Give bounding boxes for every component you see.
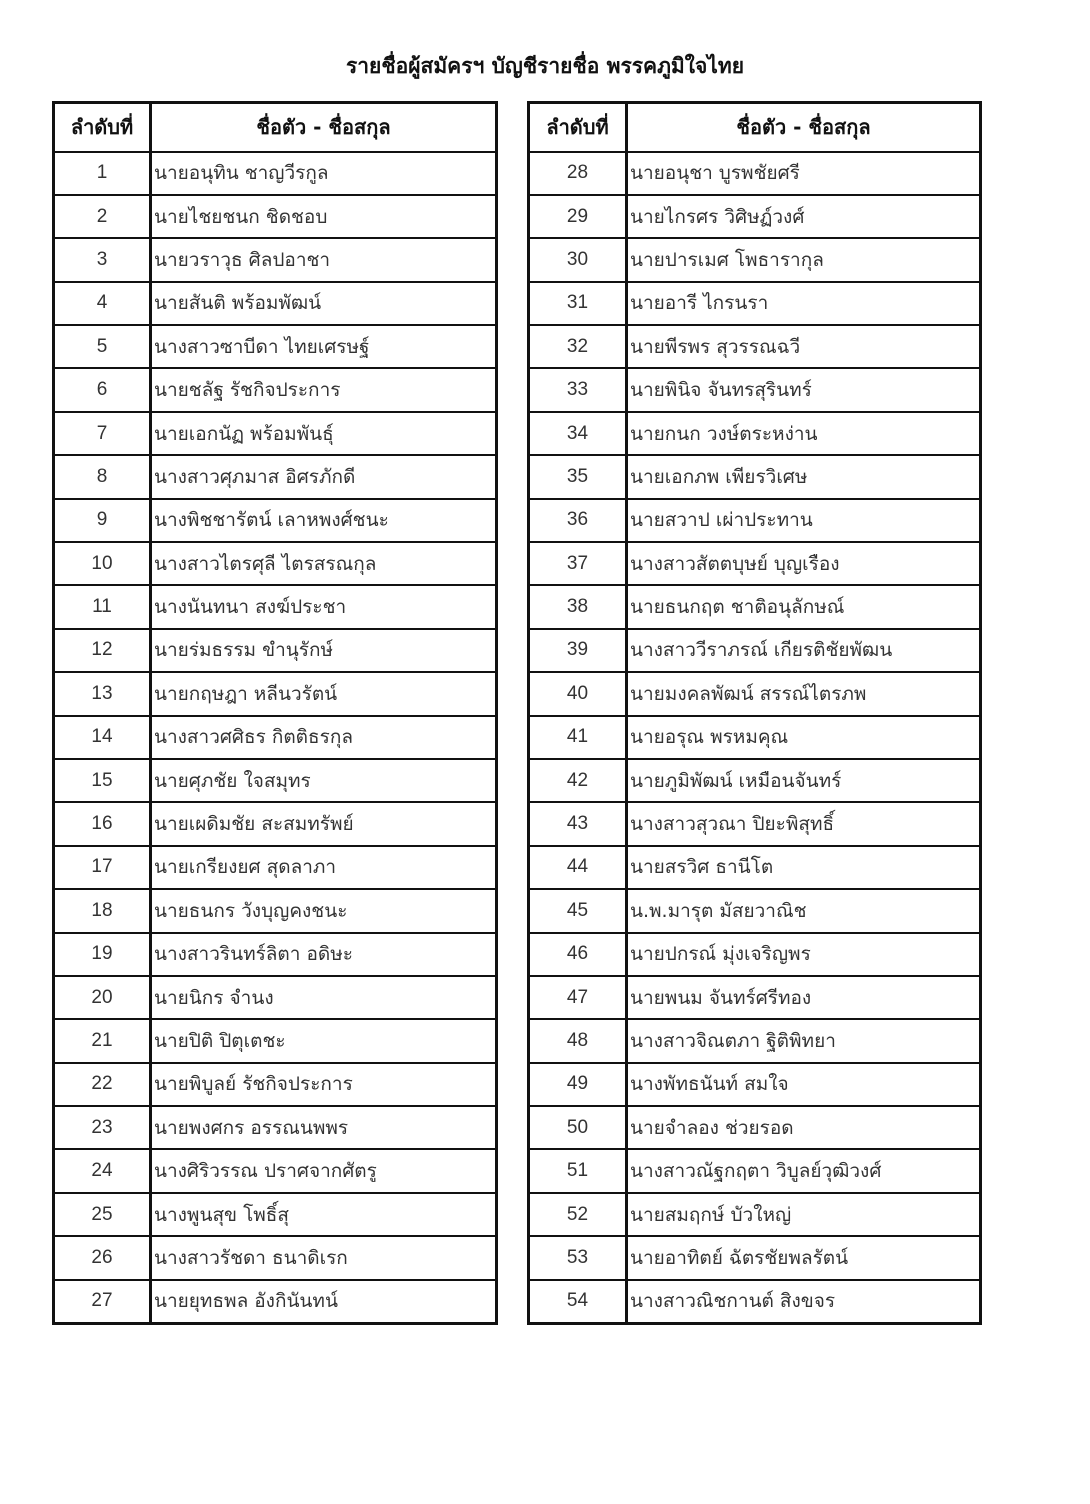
row-number: 32 [529, 325, 627, 368]
candidate-name: นางสาวศศิธร กิตติธรกุล [151, 716, 497, 759]
candidate-name: นายกนก วงษ์ตระหง่าน [627, 412, 981, 455]
row-number: 34 [529, 412, 627, 455]
table-row [529, 585, 981, 628]
row-number: 41 [529, 716, 627, 759]
table-row [529, 282, 981, 325]
table-row [54, 195, 497, 238]
table-row [529, 499, 981, 542]
row-number: 5 [54, 325, 151, 368]
candidate-name: นายเกรียงยศ สุดลาภา [151, 846, 497, 889]
row-number: 2 [54, 195, 151, 238]
candidate-name: นางนันทนา สงฆ์ประชา [151, 585, 497, 628]
row-number: 1 [54, 152, 151, 195]
candidate-name: นายภูมิพัฒน์ เหมือนจันทร์ [627, 759, 981, 802]
table-row [529, 412, 981, 455]
row-number: 7 [54, 412, 151, 455]
column-header-name: ชื่อตัว - ชื่อสกุล [627, 103, 981, 152]
table-row [54, 585, 497, 628]
candidate-name: นายอารี ไกรนรา [627, 282, 981, 325]
row-number: 8 [54, 455, 151, 498]
candidate-name: นางสาวณิชกานต์ สิงขจร [627, 1280, 981, 1323]
candidate-name: นายร่มธรรม ขำนุรักษ์ [151, 629, 497, 672]
document-title: รายชื่อผู้สมัครฯ บัญชีรายชื่อ พรรคภูมิใจไทย [345, 54, 745, 78]
candidate-name: นายชลัฐ รัชกิจประการ [151, 368, 497, 411]
candidate-name: นายไกรศร วิศิษฏ์วงศ์ [627, 195, 981, 238]
candidate-table-left [52, 101, 498, 1325]
candidate-name: นางสาวรินทร์ลิตา อดิษะ [151, 933, 497, 976]
candidate-name: นายพินิจ จันทรสุรินทร์ [627, 368, 981, 411]
candidate-name: นายสวาป เผ่าประทาน [627, 499, 981, 542]
row-number: 3 [54, 238, 151, 281]
row-number: 48 [529, 1019, 627, 1062]
candidate-name: นางสาวสัตตบุษย์ บุญเรือง [627, 542, 981, 585]
row-number: 54 [529, 1280, 627, 1323]
table-row [54, 759, 497, 802]
table-row [529, 1106, 981, 1149]
row-number: 50 [529, 1106, 627, 1149]
row-number: 26 [54, 1236, 151, 1279]
table-row [529, 889, 981, 932]
row-number: 31 [529, 282, 627, 325]
candidate-name: น.พ.มารุต มัสยวาณิช [627, 889, 981, 932]
row-number: 22 [54, 1063, 151, 1106]
candidate-name: นายเอกภพ เพียรวิเศษ [627, 455, 981, 498]
row-number: 28 [529, 152, 627, 195]
table-row [54, 802, 497, 845]
table-row [529, 455, 981, 498]
candidate-name: นางพูนสุข โพธิ์สุ [151, 1193, 497, 1236]
table-row [54, 1149, 497, 1192]
table-row [54, 542, 497, 585]
row-number: 14 [54, 716, 151, 759]
candidate-name: นายพงศกร อรรณนพพร [151, 1106, 497, 1149]
table-row [529, 1193, 981, 1236]
candidate-name: นายสรวิศ ธานีโต [627, 846, 981, 889]
candidate-name: นายพิบูลย์ รัชกิจประการ [151, 1063, 497, 1106]
row-number: 9 [54, 499, 151, 542]
row-number: 36 [529, 499, 627, 542]
candidate-name: นายอนุชา บูรพชัยศรี [627, 152, 981, 195]
table-row [54, 1236, 497, 1279]
row-number: 13 [54, 672, 151, 715]
candidate-name: นางสาววีราภรณ์ เกียรติชัยพัฒน [627, 629, 981, 672]
row-number: 4 [54, 282, 151, 325]
table-row [529, 1236, 981, 1279]
table-row [54, 499, 497, 542]
candidate-name: นายกฤษฎา หลีนวรัตน์ [151, 672, 497, 715]
candidate-name: นางสาวซาบีดา ไทยเศรษฐ์ [151, 325, 497, 368]
table-row [54, 152, 497, 195]
candidate-name: นายสมฤกษ์ บัวใหญ่ [627, 1193, 981, 1236]
row-number: 51 [529, 1149, 627, 1192]
table-row [54, 238, 497, 281]
column-header-number: ลำดับที่ [529, 103, 627, 152]
row-number: 21 [54, 1019, 151, 1062]
table-row [54, 1063, 497, 1106]
table-row [529, 1019, 981, 1062]
table-row [529, 325, 981, 368]
candidate-name: นายพนม จันทร์ศรีทอง [627, 976, 981, 1019]
table-row [54, 282, 497, 325]
table-row [529, 542, 981, 585]
candidate-name: นางสาวณัฐกฤตา วิบูลย์วุฒิวงศ์ [627, 1149, 981, 1192]
row-number: 29 [529, 195, 627, 238]
table-row [529, 238, 981, 281]
table-row [529, 1280, 981, 1323]
table-row [529, 716, 981, 759]
candidate-name: นางสาวจิณตภา ฐิติพิทยา [627, 1019, 981, 1062]
table-row [529, 846, 981, 889]
row-number: 24 [54, 1149, 151, 1192]
table-row [54, 368, 497, 411]
row-number: 12 [54, 629, 151, 672]
table-body-left [54, 152, 497, 1324]
candidate-name: นางสาวรัชดา ธนาดิเรก [151, 1236, 497, 1279]
table-row [529, 368, 981, 411]
row-number: 45 [529, 889, 627, 932]
table-row [54, 889, 497, 932]
row-number: 52 [529, 1193, 627, 1236]
candidate-name: นายศุภชัย ใจสมุทร [151, 759, 497, 802]
row-number: 43 [529, 802, 627, 845]
candidate-name: นายเผดิมชัย สะสมทรัพย์ [151, 802, 497, 845]
candidate-name: นายสันติ พร้อมพัฒน์ [151, 282, 497, 325]
candidate-name: นายอนุทิน ชาญวีรกูล [151, 152, 497, 195]
row-number: 16 [54, 802, 151, 845]
row-number: 33 [529, 368, 627, 411]
candidate-name: นายนิกร จำนง [151, 976, 497, 1019]
table-row [54, 672, 497, 715]
table-row [529, 152, 981, 195]
table-row [529, 672, 981, 715]
table-row [529, 933, 981, 976]
table-row [529, 759, 981, 802]
candidate-name: นายปกรณ์ มุ่งเจริญพร [627, 933, 981, 976]
candidate-name: นางสาวไตรศุลี ไตรสรณกุล [151, 542, 497, 585]
row-number: 46 [529, 933, 627, 976]
candidate-name: นายยุทธพล อังกินันทน์ [151, 1280, 497, 1323]
row-number: 53 [529, 1236, 627, 1279]
row-number: 44 [529, 846, 627, 889]
candidate-name: นางสาวสุวณา ปิยะพิสุทธิ์ [627, 802, 981, 845]
candidate-name: นายไชยชนก ชิดชอบ [151, 195, 497, 238]
table-row [529, 976, 981, 1019]
row-number: 39 [529, 629, 627, 672]
candidate-name: นางศิริวรรณ ปราศจากศัตรู [151, 1149, 497, 1192]
row-number: 15 [54, 759, 151, 802]
table-row [529, 1063, 981, 1106]
table-row [54, 716, 497, 759]
table-row [529, 195, 981, 238]
table-row [54, 455, 497, 498]
row-number: 30 [529, 238, 627, 281]
row-number: 42 [529, 759, 627, 802]
candidate-name: นายเอกนัฏ พร้อมพันธุ์ [151, 412, 497, 455]
table-row [54, 846, 497, 889]
table-row [54, 1106, 497, 1149]
candidate-name: นายอาทิตย์ ฉัตรชัยพลรัตน์ [627, 1236, 981, 1279]
row-number: 10 [54, 542, 151, 585]
candidate-name: นายมงคลพัฒน์ สรรณ์ไตรภพ [627, 672, 981, 715]
table-row [529, 629, 981, 672]
candidate-name: นายวราวุธ ศิลปอาชา [151, 238, 497, 281]
candidate-name: นายธนกฤต ชาติอนุลักษณ์ [627, 585, 981, 628]
row-number: 40 [529, 672, 627, 715]
table-row [54, 1280, 497, 1323]
row-number: 23 [54, 1106, 151, 1149]
row-number: 38 [529, 585, 627, 628]
table-row [529, 1149, 981, 1192]
row-number: 6 [54, 368, 151, 411]
row-number: 11 [54, 585, 151, 628]
table-row [54, 325, 497, 368]
candidate-name: นางสาวศุภมาส อิศรภักดี [151, 455, 497, 498]
table-row [54, 412, 497, 455]
row-number: 35 [529, 455, 627, 498]
column-header-name: ชื่อตัว - ชื่อสกุล [151, 103, 497, 152]
table-row [54, 629, 497, 672]
candidate-table-right [527, 101, 982, 1325]
row-number: 17 [54, 846, 151, 889]
table-row [54, 933, 497, 976]
row-number: 37 [529, 542, 627, 585]
table-row [54, 1193, 497, 1236]
table-row [529, 802, 981, 845]
row-number: 47 [529, 976, 627, 1019]
row-number: 49 [529, 1063, 627, 1106]
candidate-name: นายปารเมศ โพธารากุล [627, 238, 981, 281]
candidate-name: นายธนกร วังบุญคงชนะ [151, 889, 497, 932]
candidate-name: นายปิติ ปิตุเตชะ [151, 1019, 497, 1062]
row-number: 27 [54, 1280, 151, 1323]
column-header-number: ลำดับที่ [54, 103, 151, 152]
candidate-name: นายพีรพร สุวรรณฉวี [627, 325, 981, 368]
candidate-name: นายจำลอง ช่วยรอด [627, 1106, 981, 1149]
row-number: 18 [54, 889, 151, 932]
table-row [54, 1019, 497, 1062]
candidate-name: นางพิชชารัตน์ เลาหพงศ์ชนะ [151, 499, 497, 542]
candidate-name: นายอรุณ พรหมคุณ [627, 716, 981, 759]
candidate-name: นางพัทธนันท์ สมใจ [627, 1063, 981, 1106]
row-number: 25 [54, 1193, 151, 1236]
table-row [54, 976, 497, 1019]
row-number: 19 [54, 933, 151, 976]
table-header-row [529, 103, 981, 152]
table-header-row [54, 103, 497, 152]
table-body-right [529, 152, 981, 1324]
row-number: 20 [54, 976, 151, 1019]
